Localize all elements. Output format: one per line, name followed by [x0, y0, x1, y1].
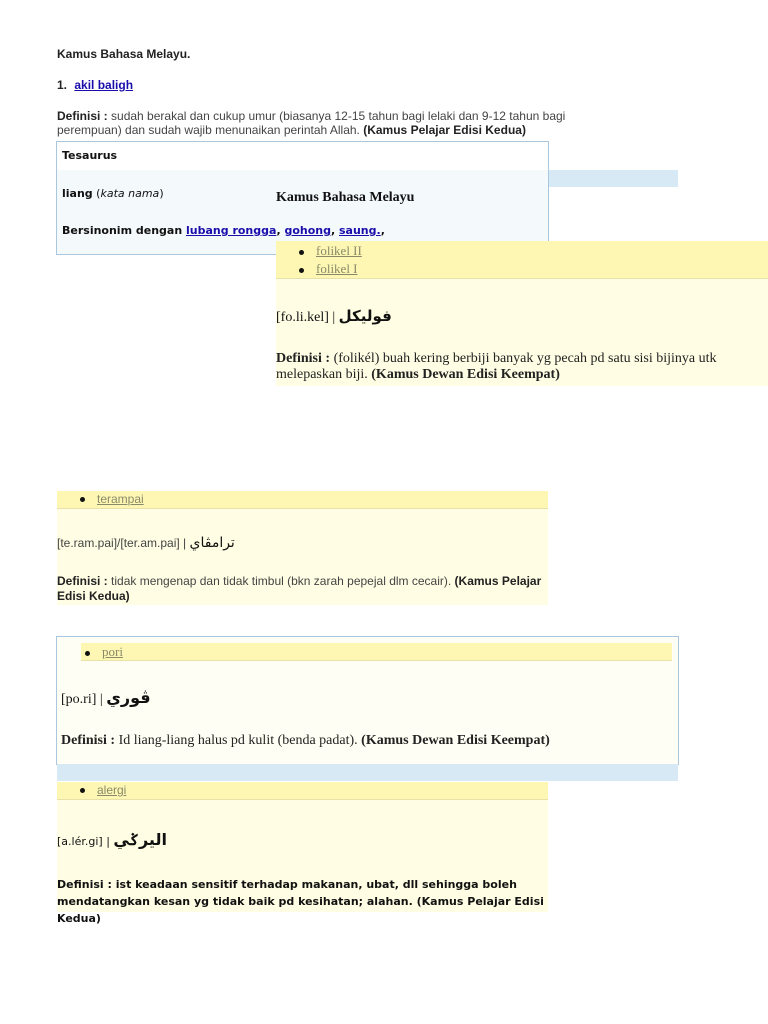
synonym-prefix: Bersinonim dengan: [62, 224, 183, 237]
bullet-icon: [299, 268, 304, 273]
folikel-link-ii[interactable]: folikel II: [316, 243, 362, 258]
definition-akil-baligh: [57, 109, 632, 137]
definition-label: Definisi :: [57, 574, 108, 588]
alergi-pronunciation: [57, 830, 167, 849]
definition-label: Definisi :: [57, 109, 108, 123]
tesaurus-side-title: Kamus Bahasa Melayu: [276, 190, 415, 205]
bullet-icon: [85, 651, 90, 656]
bullet-icon: [80, 497, 85, 502]
terampai-item-row: [57, 491, 548, 509]
folikel-item-row-1: [276, 241, 768, 261]
tesaurus-word: liang: [62, 187, 93, 200]
definition-text: ist keadaan sensitif terhadap makanan, ubat, dll sehingga boleh mendatangkan kesan yg tidak baik pd kesihatan; alahan.: [57, 878, 517, 908]
pron-text: [po.ri] |: [61, 692, 103, 707]
synonym-link-saung[interactable]: saung.: [339, 224, 381, 237]
definition-source: (Kamus Pelajar Edisi Kedua): [57, 895, 544, 925]
pori-definition: [61, 733, 671, 749]
terampai-link[interactable]: terampai: [97, 492, 144, 506]
tesaurus-pos: kata nama: [100, 187, 160, 200]
jawi-text: فوليکل: [338, 307, 392, 325]
page-title: Kamus Bahasa Melayu.: [57, 47, 191, 61]
pori-pronunciation: [61, 688, 151, 708]
definition-source: (Kamus Dewan Edisi Keempat): [361, 733, 550, 748]
folikel-item-row-2: [276, 260, 768, 279]
folikel-link-i[interactable]: folikel I: [316, 261, 358, 276]
definition-label: Definisi :: [57, 878, 112, 891]
tesaurus-synonyms: Bersinonim dengan lubang rongga, gohong, saung.,: [62, 224, 385, 237]
alergi-definition: [57, 876, 545, 927]
tesaurus-word-line: liang (kata nama): [62, 187, 164, 200]
pori-link[interactable]: pori: [102, 644, 123, 659]
entry-number: 1.: [57, 78, 68, 92]
alergi-item-row: [57, 782, 548, 800]
synonym-link-lubang-rongga[interactable]: lubang rongga: [186, 224, 277, 237]
alergi-link[interactable]: alergi: [97, 783, 127, 797]
jawi-text: ترامڤاي: [189, 535, 235, 551]
definition-source: (Kamus Pelajar Edisi Kedua): [363, 123, 526, 137]
definition-source: (Kamus Dewan Edisi Keempat): [371, 367, 560, 382]
jawi-text: ڤوري: [106, 688, 151, 707]
tesaurus-box: [56, 141, 549, 255]
pron-text: [fo.li.kel] |: [276, 310, 336, 325]
tesaurus-header: Tesaurus: [62, 149, 118, 162]
definition-text: sudah berakal dan cukup umur (biasanya 12-15 tahun bagi lelaki dan 9-12 tahun bagi perempuan) dan sudah wajib menunaikan perintah Allah.: [57, 109, 566, 137]
pori-item-row: [81, 643, 672, 661]
term-link-akil-baligh[interactable]: akil baligh: [74, 78, 134, 92]
bullet-icon: [299, 250, 304, 255]
definition-label: Definisi :: [61, 733, 116, 748]
definition-label: Definisi :: [276, 351, 331, 366]
folikel-definition: [276, 351, 758, 383]
terampai-definition: [57, 574, 547, 604]
definition-text: (folikél) buah kering berbiji banyak yg pecah pd satu sisi bijinya utk melepaskan biji.: [276, 351, 717, 382]
folikel-pronunciation: [276, 307, 392, 326]
terampai-pronunciation: [57, 535, 235, 551]
definition-source: (Kamus Pelajar Edisi Kedua): [57, 574, 542, 603]
bullet-icon: [80, 788, 85, 793]
jawi-text: اليرݢي: [113, 830, 167, 849]
definition-text: tidak mengenap dan tidak timbul (bkn zarah pepejal dlm cecair).: [111, 574, 452, 588]
highlight-band: [57, 764, 678, 781]
entry-heading: [57, 78, 133, 92]
synonym-link-gohong[interactable]: gohong: [284, 224, 331, 237]
pron-text: [a.lér.gi] |: [57, 835, 110, 848]
pron-text: [te.ram.pai]/[ter.am.pai] |: [57, 536, 187, 550]
definition-text: Id liang-liang halus pd kulit (benda padat).: [118, 733, 358, 748]
